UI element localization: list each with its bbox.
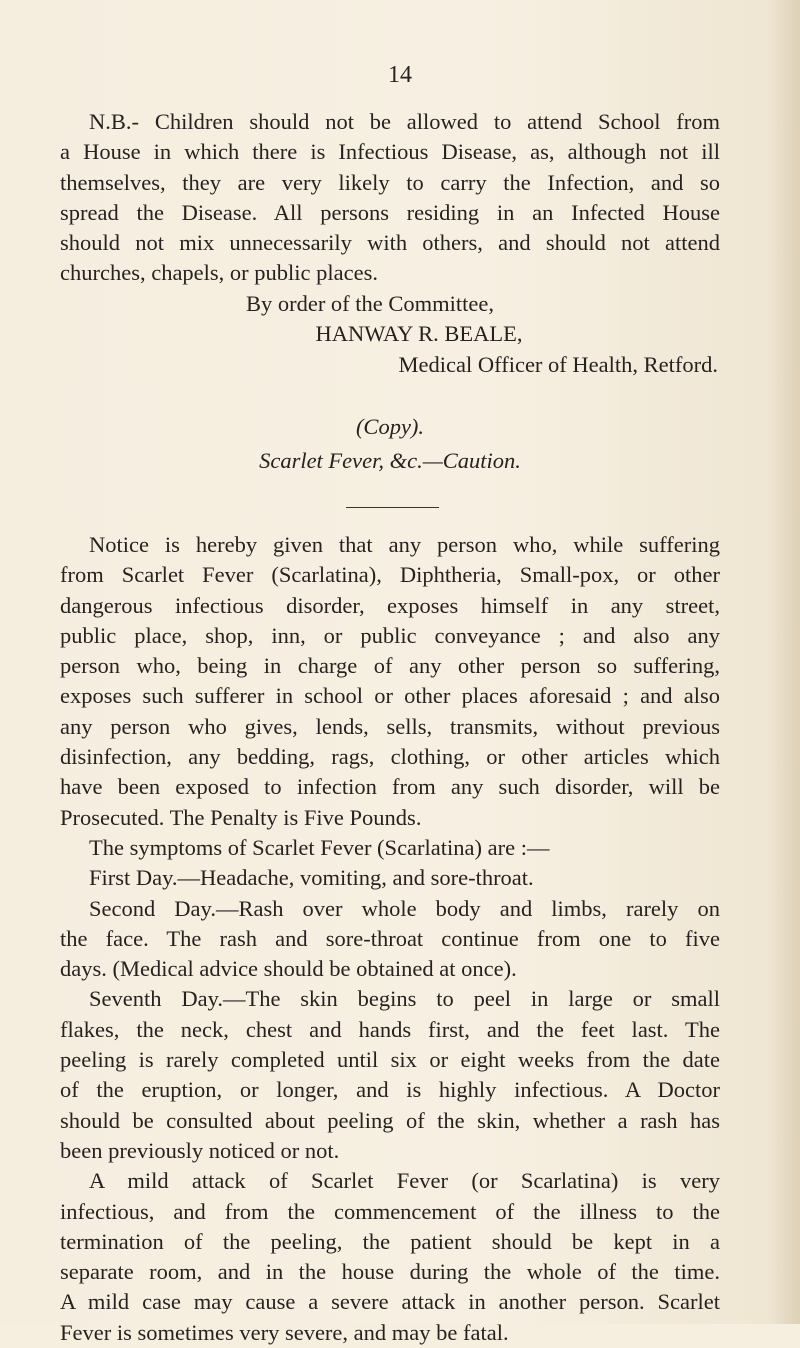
text-line: churches, chapels, or public places.	[60, 260, 378, 286]
text-line: peeling is rarely completed until six or eight weeks from the date	[60, 1047, 720, 1073]
text-line: N.B.- Children should not be allowed to attend School from	[89, 109, 720, 134]
text-line: should not mix unnecessarily with others, and should not attend	[60, 230, 720, 256]
text-line: flakes, the neck, chest and hands first, and the feet last. The	[60, 1016, 720, 1042]
text-line: Second Day.—Rash over whole body and limbs, rarely on	[89, 895, 720, 921]
officer-name: HANWAY R. BEALE,	[315, 321, 523, 347]
divider-rule	[346, 507, 439, 508]
text-line: disinfection, any bedding, rags, clothing, or other articles which	[60, 744, 720, 770]
notice-heading: Scarlet Fever, &c.—Caution.	[259, 448, 521, 474]
text-line: First Day.—Headache, vomiting, and sore-throat.	[89, 865, 534, 891]
text-line: The symptoms of Scarlet Fever (Scarlatina) are :—	[89, 834, 550, 860]
text-line: A mild attack of Scarlet Fever (or Scarlatina) is very	[89, 1168, 720, 1194]
by-order-line: By order of the Committee,	[245, 291, 495, 316]
text-line: separate room, and in the house during the whole of the time.	[60, 1259, 720, 1285]
text-line: termination of the peeling, the patient should be kept in a	[60, 1228, 720, 1254]
text-line: from Scarlet Fever (Scarlatina), Diphtheria, Small-pox, or other	[60, 562, 720, 588]
text-line: Prosecuted. The Penalty is Five Pounds.	[60, 804, 422, 830]
text-line: Fever is sometimes very severe, and may be fatal.	[60, 1319, 509, 1345]
text-line: public place, shop, inn, or public conveyance ; and also any	[60, 622, 720, 648]
text-line: a House in which there is Infectious Disease, as, although not ill	[60, 139, 720, 165]
text-line: been previously noticed or not.	[60, 1137, 340, 1163]
text-line: have been exposed to infection from any such disorder, will be	[60, 774, 720, 800]
text-line: Seventh Day.—The skin begins to peel in large or small	[89, 986, 720, 1012]
text-line: any person who gives, lends, sells, transmits, without previous	[60, 713, 720, 739]
officer-title: Medical Officer of Health, Retford.	[398, 351, 718, 377]
notice-header	[60, 412, 720, 477]
text-line: days. (Medical advice should be obtained at once).	[60, 956, 517, 982]
text-line: Notice is hereby given that any person who, while suffering	[89, 532, 720, 557]
text-line: dangerous infectious disorder, exposes himself in any street,	[60, 592, 720, 618]
text-line: of the eruption, or longer, and is highly infectious. A Doctor	[60, 1077, 720, 1103]
signature-block	[60, 289, 720, 380]
copy-label: (Copy).	[355, 414, 425, 439]
text-line: A mild case may cause a severe attack in another person. Scarlet	[60, 1289, 720, 1315]
notice-body	[60, 530, 720, 1348]
text-line: themselves, they are very likely to carry the Infection, and so	[60, 169, 720, 195]
text-line: exposes such sufferer in school or other places aforesaid ; and also	[60, 683, 720, 709]
text-line: infectious, and from the commencement of the illness to the	[60, 1198, 720, 1224]
text-line: the face. The rash and sore-throat continue from one to five	[60, 925, 720, 951]
text-line: spread the Disease. All persons residing in an Infected House	[60, 199, 720, 225]
text-line: should be consulted about peeling of the skin, whether a rash has	[60, 1107, 720, 1133]
nb-paragraph	[60, 107, 720, 289]
page-number: 14	[388, 62, 412, 88]
text-line: person who, being in charge of any other person so suffering,	[60, 653, 720, 679]
